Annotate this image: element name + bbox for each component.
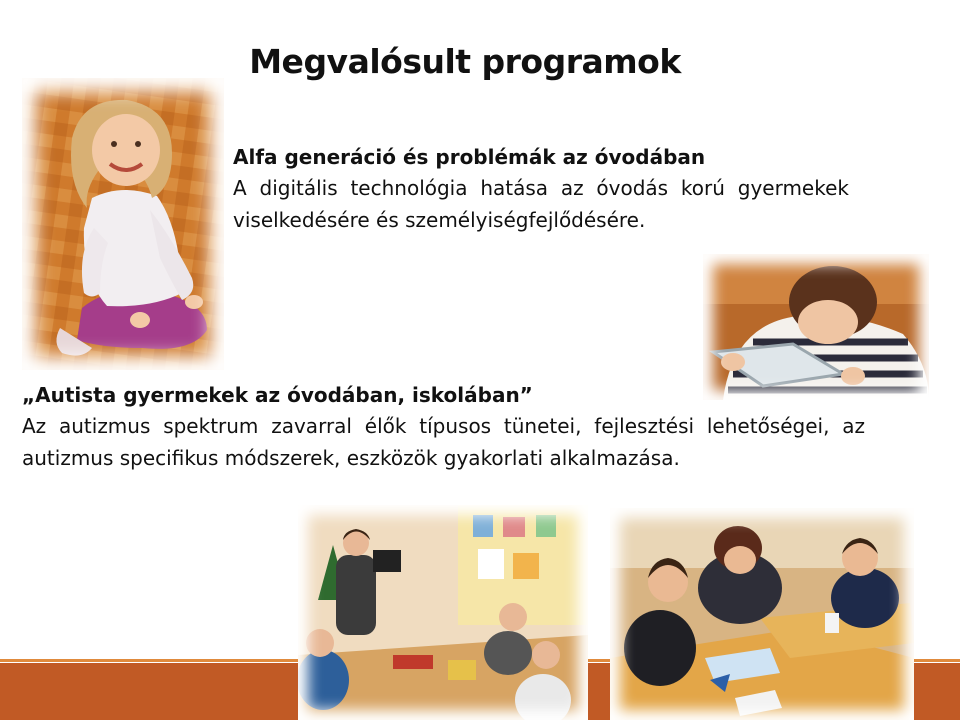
program-block-alfa [233,142,849,236]
photo-classroom-teacher [298,505,588,720]
photo-children-at-desks [610,508,914,720]
photo-boy-illustration [703,254,929,400]
program-block-autista [22,380,865,474]
program2-heading: „Autista gyermekek az óvodában, iskolában” [22,383,533,407]
photo-desks-illustration [610,508,914,720]
program2-text: Az autizmus spektrum zavarral élők típusos tünetei, fejlesztési lehetőségei, az autizmus specifikus módszerek, eszközök gyakorlati alkalmazása. [22,414,865,470]
program1-heading: Alfa generáció és problémák az óvodában [233,145,706,169]
photo-girl-on-floor [22,78,224,370]
program1-text: A digitális technológia hatása az óvodás korú gyermekek viselkedésére és személyiségfejlődésére. [233,176,849,232]
photo-girl-illustration [22,78,224,370]
photo-boy-with-tablet [703,254,929,400]
photo-classroom-illustration [298,505,588,720]
slide-title: Megvalósult programok [249,42,681,81]
